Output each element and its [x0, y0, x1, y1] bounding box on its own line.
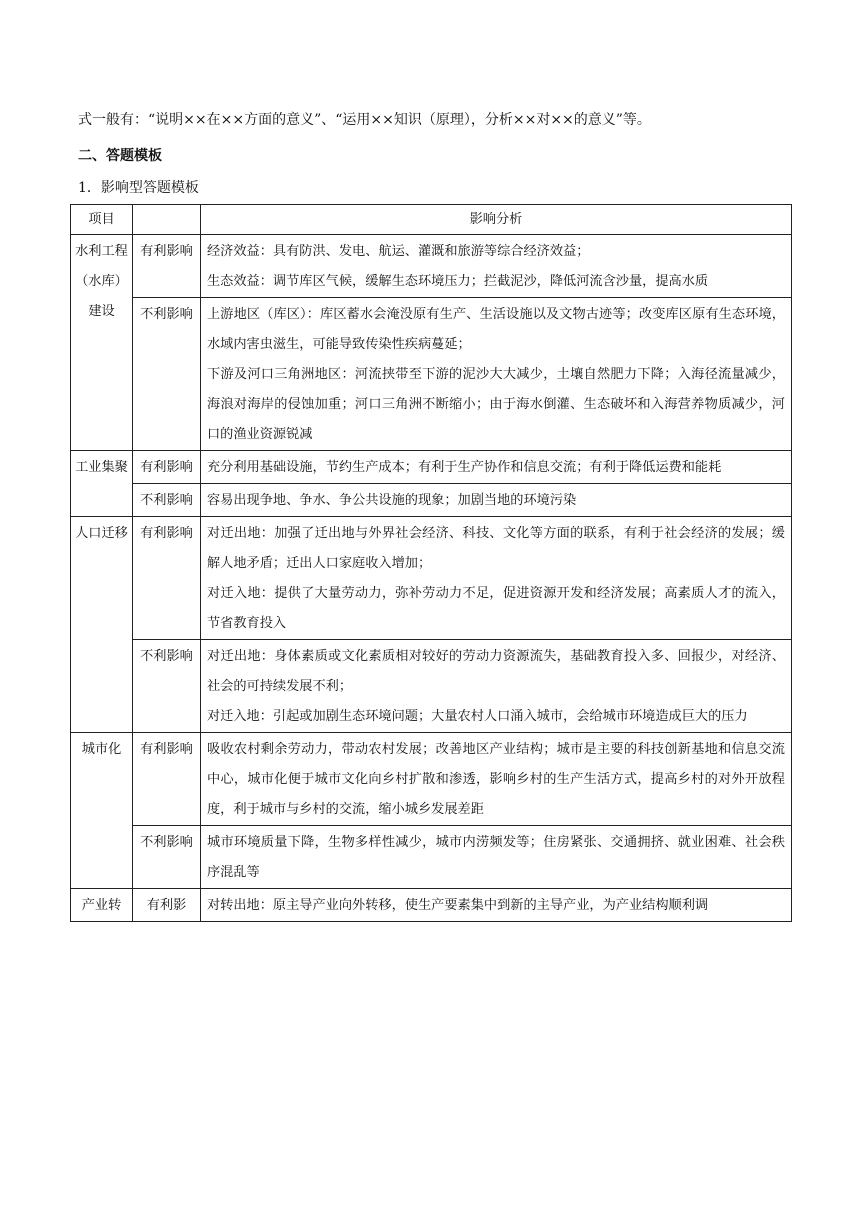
item-cell: 水利工程（水库）建设 [71, 235, 133, 451]
unfavorable-analysis [201, 484, 792, 517]
favorable-label: 有利影 [133, 889, 201, 922]
table-header-row [71, 205, 792, 235]
item-cell: 城市化 [71, 733, 133, 889]
favorable-label: 有利影响 [133, 733, 201, 826]
item-cell: 人口迁移 [71, 517, 133, 733]
header-analysis: 影响分析 [201, 205, 792, 235]
influence-template-table [70, 204, 792, 922]
analysis-line: 充分利用基础设施，节约生产成本；有利于生产协作和信息交流；有利于降低运费和能耗 [207, 460, 722, 475]
unfavorable-analysis [201, 298, 792, 451]
table-row [71, 235, 792, 298]
unfavorable-analysis [201, 640, 792, 733]
analysis-line: 对迁出地：身体素质或文化素质相对较好的劳动力资源流失，基础教育投入多、回报少，对经济、社会的可持续发展不利； [207, 649, 785, 694]
item-cell: 工业集聚 [71, 451, 133, 517]
favorable-label: 有利影响 [133, 517, 201, 640]
analysis-line: 经济效益：具有防洪、发电、航运、灌溉和旅游等综合经济效益； [207, 244, 590, 259]
unfavorable-label: 不利影响 [133, 484, 201, 517]
analysis-line: 生态效益：调节库区气候，缓解生态环境压力；拦截泥沙，降低河流含沙量，提高水质 [207, 274, 709, 289]
favorable-analysis [201, 451, 792, 484]
intro-paragraph: 式一般有：“说明××在××方面的意义”、“运用××知识（原理），分析××对××的意义”等。 [78, 112, 651, 128]
analysis-line: 对迁入地：提供了大量劳动力，弥补劳动力不足，促进资源开发和经济发展；高素质人才的流入，节省教育投入 [207, 586, 785, 631]
favorable-label: 有利影响 [133, 235, 201, 298]
analysis-line: 对迁入地：引起或加剧生态环境问题；大量农村人口涌入城市，会给城市环境造成巨大的压力 [207, 709, 748, 724]
table-row [71, 733, 792, 826]
table-row [71, 826, 792, 889]
analysis-line: 吸收农村剩余劳动力，带动农村发展；改善地区产业结构；城市是主要的科技创新基地和信息交流中心，城市化便于城市文化向乡村扩散和渗透，影响乡村的生产生活方式，提高乡村的对外开放程度，利于城市与乡村的交流，缩小城乡发展差距 [207, 742, 785, 817]
unfavorable-label: 不利影响 [133, 826, 201, 889]
favorable-analysis [201, 517, 792, 640]
analysis-line: 下游及河口三角洲地区：河流挟带至下游的泥沙大大减少，土壤自然肥力下降；入海径流量减少，海浪对海岸的侵蚀加重；河口三角洲不断缩小；由于海水倒灌、生态破坏和入海营养物质减少，河口的渔业资源锐减 [207, 367, 785, 442]
favorable-label: 有利影响 [133, 451, 201, 484]
header-type [133, 205, 201, 235]
analysis-line: 容易出现争地、争水、争公共设施的现象；加剧当地的环境污染 [207, 493, 577, 508]
unfavorable-analysis [201, 826, 792, 889]
table-row [71, 451, 792, 484]
favorable-analysis [201, 889, 792, 922]
header-item: 项目 [71, 205, 133, 235]
table-row [71, 298, 792, 451]
table-row [71, 484, 792, 517]
sub-heading: 1．影响型答题模板 [78, 180, 199, 196]
analysis-line: 对转出地：原主导产业向外转移，使生产要素集中到新的主导产业，为产业结构顺利调 [207, 898, 709, 913]
analysis-line: 上游地区（库区）：库区蓄水会淹没原有生产、生活设施以及文物古迹等；改变库区原有生态环境，水域内害虫滋生，可能导致传染性疾病蔓延； [207, 307, 785, 352]
table-row [71, 517, 792, 640]
table-row [71, 640, 792, 733]
analysis-line: 对迁出地：加强了迁出地与外界社会经济、科技、文化等方面的联系，有利于社会经济的发展；缓解人地矛盾；迁出人口家庭收入增加； [207, 526, 785, 571]
favorable-analysis [201, 733, 792, 826]
table-row [71, 889, 792, 922]
unfavorable-label: 不利影响 [133, 298, 201, 451]
unfavorable-label: 不利影响 [133, 640, 201, 733]
item-cell: 产业转 [71, 889, 133, 922]
analysis-line: 城市环境质量下降，生物多样性减少，城市内涝频发等；住房紧张、交通拥挤、就业困难、社会秩序混乱等 [207, 835, 785, 880]
section-heading: 二、答题模板 [78, 148, 162, 164]
favorable-analysis [201, 235, 792, 298]
